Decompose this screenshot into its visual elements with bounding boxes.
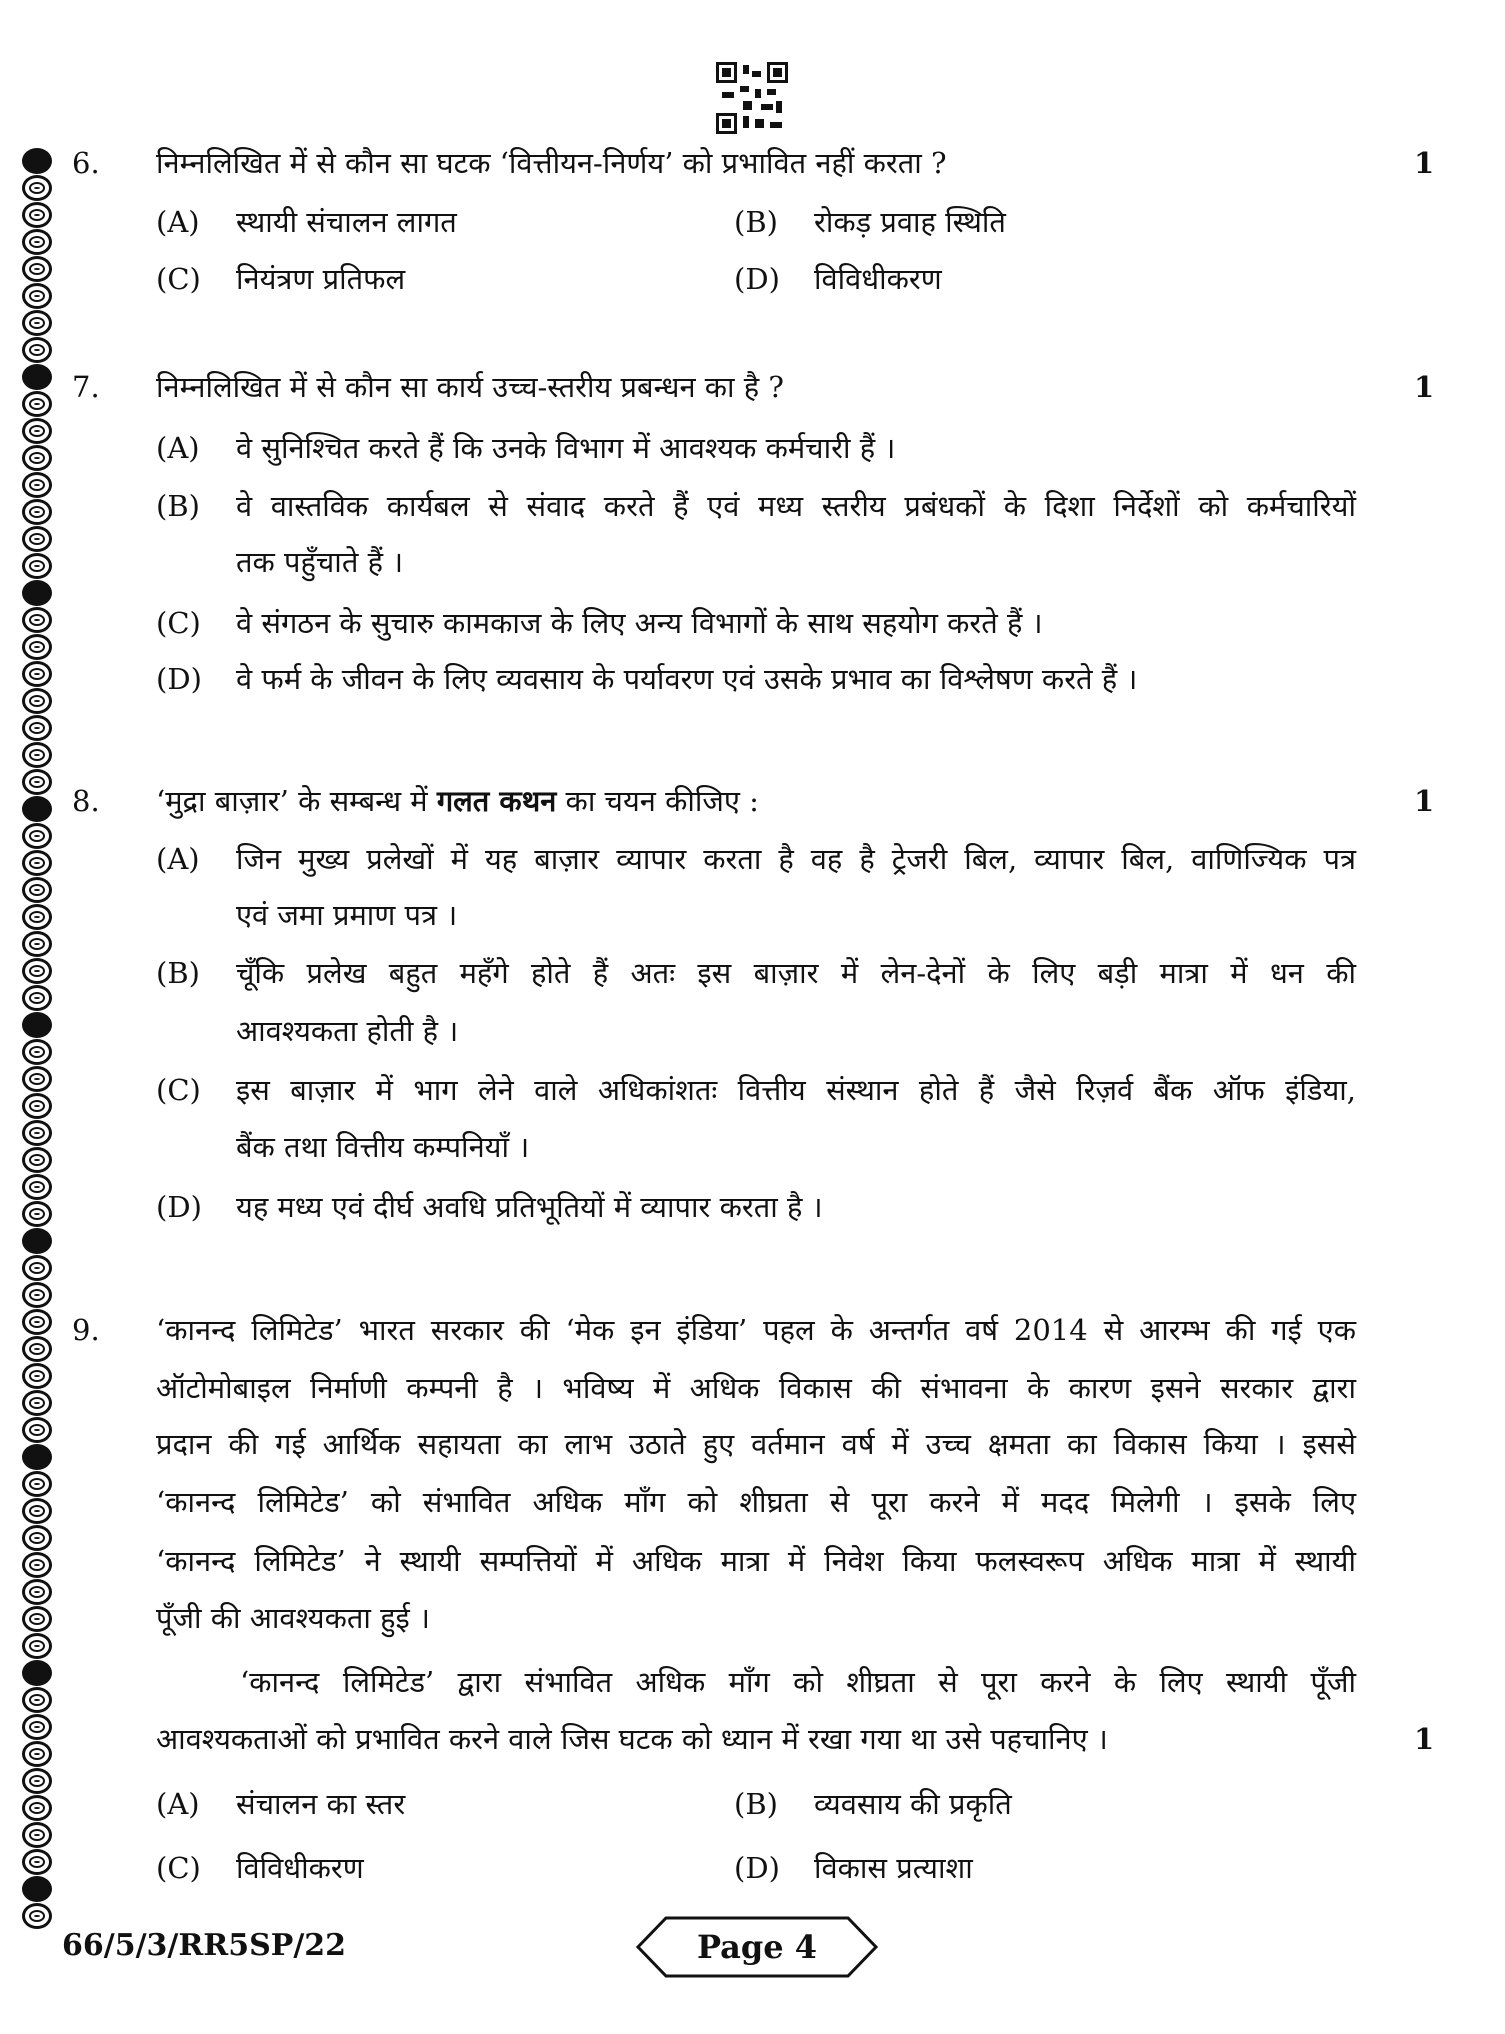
margin-circle-icon xyxy=(22,1471,52,1497)
option-text: यह मध्य एवं दीर्घ अवधि प्रतिभूतियों में व्यापार करता है । xyxy=(236,1190,823,1224)
question-number: 7. xyxy=(72,370,100,404)
option-text: रोकड़ प्रवाह स्थिति xyxy=(814,205,1006,239)
option-text: इस बाज़ार में भाग लेने वाले अधिकांशतः वित्तीय संस्थान होते हैं जैसे रिज़र्व बैंक ऑफ इंडिया, xyxy=(236,1073,1356,1107)
passage-line: ‘कानन्द लिमिटेड’ भारत सरकार की ‘मेक इन इंडिया’ पहल के अन्तर्गत वर्ष 2014 से आरम्भ की गई एक xyxy=(156,1313,1356,1347)
margin-circle-icon xyxy=(22,364,52,390)
option-text: वे सुनिश्चित करते हैं कि उनके विभाग में आवश्यक कर्मचारी हैं । xyxy=(236,431,896,465)
option-label: (B) xyxy=(156,489,200,523)
option-text: चूँकि प्रलेख बहुत महँगे होते हैं अतः इस बाज़ार में लेन-देनों के लिए बड़ी मात्रा में धन की xyxy=(236,956,1356,990)
margin-circle-icon xyxy=(22,1849,52,1875)
option-label: (D) xyxy=(734,1851,780,1885)
margin-circle-icon xyxy=(22,229,52,255)
option-text: संचालन का स्तर xyxy=(236,1787,406,1821)
option-text: वे वास्तविक कार्यबल से संवाद करते हैं एवं मध्य स्तरीय प्रबंधकों के दिशा निर्देशों को कर्मचारियों xyxy=(236,489,1356,523)
margin-circle-icon xyxy=(22,1660,52,1686)
option-label: (B) xyxy=(734,1787,778,1821)
margin-circle-icon xyxy=(22,526,52,552)
question-number: 6. xyxy=(72,146,100,180)
margin-circle-icon xyxy=(22,715,52,741)
option-label: (D) xyxy=(156,662,202,696)
margin-circle-icon xyxy=(22,445,52,471)
margin-circle-icon xyxy=(22,1903,52,1929)
margin-circle-icon xyxy=(22,607,52,633)
question-stem xyxy=(156,781,759,821)
margin-circle-icon xyxy=(22,904,52,930)
margin-circle-icon xyxy=(22,1228,52,1254)
margin-circle-icon xyxy=(22,931,52,957)
page-number: Page 4 xyxy=(696,1928,818,1966)
passage-line: प्रदान की गई आर्थिक सहायता का लाभ उठाते हुए वर्तमान वर्ष में उच्च क्षमता का विकास किया । इससे xyxy=(156,1427,1356,1461)
paper-code: 66/5/3/RR5SP/22 xyxy=(62,1928,347,1963)
margin-circle-icon xyxy=(22,688,52,714)
stem-text: ‘मुद्रा बाज़ार’ के सम्बन्ध में xyxy=(156,784,428,818)
passage-line: ‘कानन्द लिमिटेड’ ने स्थायी सम्पत्तियों में अधिक मात्रा में निवेश किया फलस्वरूप अधिक मात्रा में स्थायी xyxy=(156,1544,1356,1578)
option-label: (D) xyxy=(734,262,780,296)
option-text: स्थायी संचालन लागत xyxy=(236,205,457,239)
margin-circle-icon xyxy=(22,958,52,984)
margin-circle-icon xyxy=(22,796,52,822)
margin-circle-icon xyxy=(22,1255,52,1281)
margin-circle-icon xyxy=(22,283,52,309)
option-text: वे फर्म के जीवन के लिए व्यवसाय के पर्यावरण एवं उसके प्रभाव का विश्लेषण करते हैं । xyxy=(236,662,1138,696)
passage-line: पूँजी की आवश्यकता हुई । xyxy=(156,1601,431,1635)
stem-text: का चयन कीजिए : xyxy=(565,784,759,818)
option-text: नियंत्रण प्रतिफल xyxy=(236,262,406,296)
margin-circle-icon xyxy=(22,580,52,606)
margin-circle-icon xyxy=(22,1768,52,1794)
option-label: (C) xyxy=(156,262,201,296)
margin-circle-icon xyxy=(22,1201,52,1227)
margin-circle-icon xyxy=(22,553,52,579)
option-text: वे संगठन के सुचारु कामकाज के लिए अन्य विभागों के साथ सहयोग करते हैं । xyxy=(236,606,1043,640)
margin-circle-icon xyxy=(22,1633,52,1659)
margin-circle-icon xyxy=(22,985,52,1011)
margin-circle-icon xyxy=(22,1174,52,1200)
option-text: विविधीकरण xyxy=(814,262,942,296)
qr-code xyxy=(716,62,788,134)
option-text: एवं जमा प्रमाण पत्र । xyxy=(236,898,458,932)
question-marks: 1 xyxy=(1414,784,1435,818)
option-label: (C) xyxy=(156,1073,201,1107)
option-text: व्यवसाय की प्रकृति xyxy=(814,1787,1012,1821)
margin-circle-icon xyxy=(22,1417,52,1443)
margin-circle-icon xyxy=(22,337,52,363)
margin-circle-icon xyxy=(22,148,52,174)
margin-circle-icon xyxy=(22,1012,52,1038)
option-text: विविधीकरण xyxy=(236,1851,364,1885)
option-label: (B) xyxy=(734,205,778,239)
margin-circle-icon xyxy=(22,1066,52,1092)
margin-circle-icon xyxy=(22,1282,52,1308)
option-text: बैंक तथा वित्तीय कम्पनियाँ । xyxy=(236,1130,530,1164)
option-text: तक पहुँचाते हैं । xyxy=(236,545,404,579)
question-marks: 1 xyxy=(1414,146,1435,180)
margin-circle-icon xyxy=(22,1147,52,1173)
question-prompt-line: आवश्यकताओं को प्रभावित करने वाले जिस घटक को ध्यान में रखा गया था उसे पहचानिए । xyxy=(156,1722,1108,1756)
margin-circle-icon xyxy=(22,310,52,336)
margin-circle-strip xyxy=(22,148,58,1930)
option-label: (A) xyxy=(156,431,200,465)
margin-circle-icon xyxy=(22,418,52,444)
margin-circle-icon xyxy=(22,850,52,876)
question-number: 9. xyxy=(72,1313,100,1347)
margin-circle-icon xyxy=(22,1795,52,1821)
margin-circle-icon xyxy=(22,742,52,768)
question-prompt-line: ‘कानन्द लिमिटेड’ द्वारा संभावित अधिक माँग को शीघ्रता से पूरा करने के लिए स्थायी पूँजी xyxy=(240,1665,1356,1699)
option-label: (C) xyxy=(156,606,201,640)
margin-circle-icon xyxy=(22,769,52,795)
option-label: (A) xyxy=(156,1787,200,1821)
passage-line: ‘कानन्द लिमिटेड’ को संभावित अधिक माँग को शीघ्रता से पूरा करने में मदद मिलेगी । इसके लिए xyxy=(156,1485,1356,1519)
question-number: 8. xyxy=(72,784,100,818)
question-stem: निम्नलिखित में से कौन सा घटक ‘वित्तीयन-निर्णय’ को प्रभावित नहीं करता ? xyxy=(156,146,947,180)
margin-circle-icon xyxy=(22,1390,52,1416)
margin-circle-icon xyxy=(22,202,52,228)
option-label: (A) xyxy=(156,842,200,876)
margin-circle-icon xyxy=(22,1498,52,1524)
margin-circle-icon xyxy=(22,1876,52,1902)
margin-circle-icon xyxy=(22,256,52,282)
stem-emphasis: गलत कथन xyxy=(436,784,557,818)
margin-circle-icon xyxy=(22,1687,52,1713)
margin-circle-icon xyxy=(22,1363,52,1389)
margin-circle-icon xyxy=(22,1039,52,1065)
margin-circle-icon xyxy=(22,175,52,201)
margin-circle-icon xyxy=(22,1093,52,1119)
margin-circle-icon xyxy=(22,1444,52,1470)
option-text: विकास प्रत्याशा xyxy=(814,1851,973,1885)
margin-circle-icon xyxy=(22,1336,52,1362)
margin-circle-icon xyxy=(22,1714,52,1740)
margin-circle-icon xyxy=(22,1741,52,1767)
margin-circle-icon xyxy=(22,499,52,525)
margin-circle-icon xyxy=(22,472,52,498)
margin-circle-icon xyxy=(22,1309,52,1335)
margin-circle-icon xyxy=(22,823,52,849)
margin-circle-icon xyxy=(22,661,52,687)
option-label: (A) xyxy=(156,205,200,239)
question-marks: 1 xyxy=(1414,370,1435,404)
margin-circle-icon xyxy=(22,1822,52,1848)
question-stem: निम्नलिखित में से कौन सा कार्य उच्च-स्तरीय प्रबन्धन का है ? xyxy=(156,370,784,404)
question-marks: 1 xyxy=(1414,1722,1435,1756)
margin-circle-icon xyxy=(22,391,52,417)
margin-circle-icon xyxy=(22,877,52,903)
option-label: (D) xyxy=(156,1190,202,1224)
margin-circle-icon xyxy=(22,1525,52,1551)
margin-circle-icon xyxy=(22,1552,52,1578)
option-label: (B) xyxy=(156,956,200,990)
margin-circle-icon xyxy=(22,634,52,660)
margin-circle-icon xyxy=(22,1606,52,1632)
passage-line: ऑटोमोबाइल निर्माणी कम्पनी है । भविष्य में अधिक विकास की संभावना के कारण इसने सरकार द्वारा xyxy=(156,1371,1356,1405)
option-text: आवश्यकता होती है । xyxy=(236,1014,459,1048)
option-label: (C) xyxy=(156,1851,201,1885)
margin-circle-icon xyxy=(22,1579,52,1605)
option-text: जिन मुख्य प्रलेखों में यह बाज़ार व्यापार करता है वह है ट्रेजरी बिल, व्यापार बिल, वाणिज्यिक पत्र xyxy=(236,842,1356,876)
margin-circle-icon xyxy=(22,1120,52,1146)
